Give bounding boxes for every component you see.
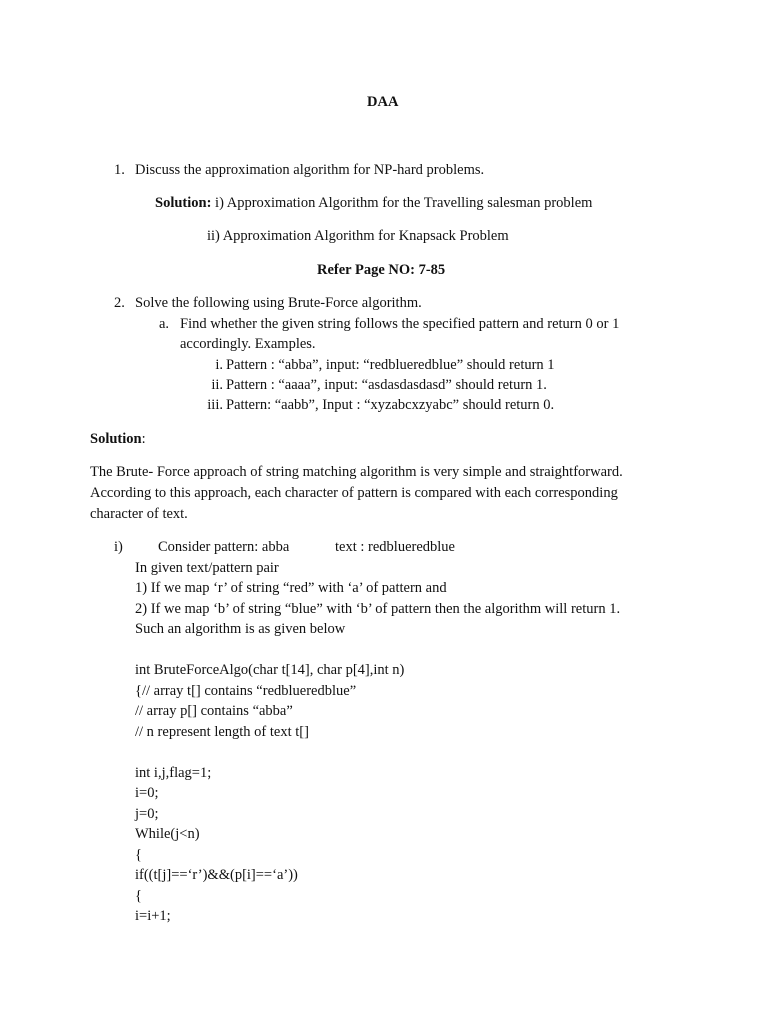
paragraph-line: The Brute- Force approach of string matching algorithm is very simple and straightforward. (90, 464, 623, 480)
explain-line: 1) If we map ‘r’ of string “red” with ‘a’ of pattern and (135, 580, 447, 596)
document-title: DAA (367, 94, 399, 110)
example-number: iii. (207, 397, 223, 413)
code-line: // n represent length of text t[] (135, 724, 309, 740)
example-text: Pattern : “abba”, input: “redblueredblue” should return 1 (226, 357, 555, 373)
example-number: ii. (211, 377, 223, 393)
code-line: j=0; (135, 806, 159, 822)
explain-line: Such an algorithm is as given below (135, 621, 346, 637)
q2-number: 2. (114, 295, 125, 311)
case-i-text: text : redblueredblue (335, 539, 455, 555)
paragraph-line: According to this approach, each character of pattern is compared with each corresponding (90, 485, 618, 501)
q2-text: Solve the following using Brute-Force algorithm. (135, 295, 422, 311)
code-line: { (135, 847, 142, 863)
code-line: While(j<n) (135, 826, 200, 842)
code-line: i=0; (135, 785, 159, 801)
code-line: { (135, 888, 142, 904)
q2a-number: a. (159, 316, 170, 332)
q1-solution-ii: ii) Approximation Algorithm for Knapsack Problem (207, 228, 509, 244)
case-i-pattern: Consider pattern: abba (158, 539, 290, 555)
q2a-text-line-2: accordingly. Examples. (180, 336, 316, 352)
q1-refer-page: Refer Page NO: 7-85 (317, 262, 446, 278)
q1-solution-label: Solution: (155, 195, 212, 211)
explain-line: 2) If we map ‘b’ of string “blue” with ‘b’ of pattern then the algorithm will return 1. (135, 601, 621, 617)
solution-heading: Solution: (90, 431, 146, 447)
example-number: i. (215, 357, 223, 373)
q1-text: Discuss the approximation algorithm for NP-hard problems. (135, 162, 485, 178)
explain-line: In given text/pattern pair (135, 560, 279, 576)
code-line: i=i+1; (135, 908, 171, 924)
example-text: Pattern: “aabb”, Input : “xyzabcxzyabc” should return 0. (226, 397, 555, 413)
example-text: Pattern : “aaaa”, input: “asdasdasdasd” should return 1. (226, 377, 547, 393)
q1-solution (155, 194, 592, 212)
q1-number: 1. (114, 162, 125, 178)
paragraph-line: character of text. (90, 506, 188, 522)
code-line: int BruteForceAlgo(char t[14], char p[4],int n) (135, 662, 405, 678)
case-i-number: i) (114, 539, 123, 555)
code-line: int i,j,flag=1; (135, 765, 212, 781)
code-line: if((t[j]==‘r’)&&(p[i]==‘a’)) (135, 867, 298, 883)
code-line: // array p[] contains “abba” (135, 703, 293, 719)
q1-solution-i: i) Approximation Algorithm for the Travelling salesman problem (211, 195, 593, 211)
q2a-text-line-1: Find whether the given string follows the specified pattern and return 0 or 1 (180, 316, 620, 332)
code-line: {// array t[] contains “redblueredblue” (135, 683, 357, 699)
